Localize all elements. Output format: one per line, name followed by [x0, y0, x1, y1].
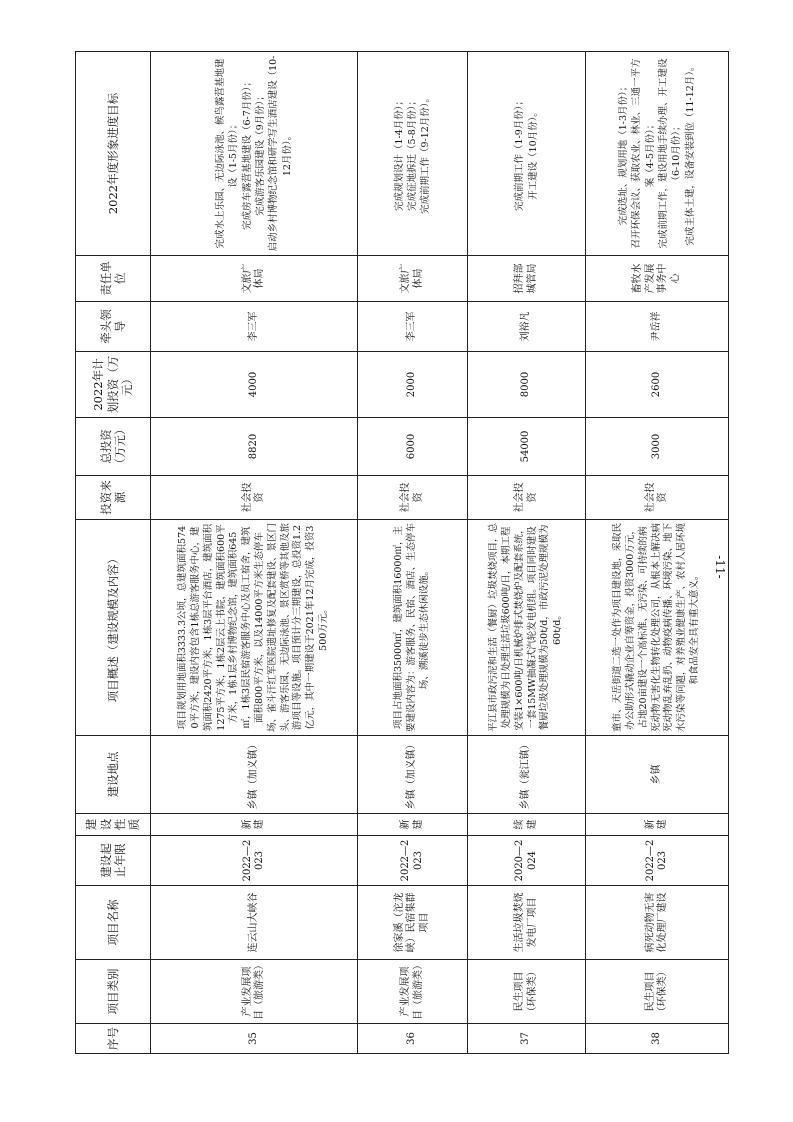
unit-cell: 文旅广体局: [151, 256, 358, 302]
goal-line: 完成游客乐园建设（9月份）；: [255, 91, 266, 216]
location-cell: 乡镇（加义镇）: [151, 736, 358, 814]
goal-line: 完成选址、规划用地（1-3月份）；: [618, 81, 630, 226]
total-cell: 6000: [358, 418, 468, 476]
location-cell: 乡镇（加义镇）: [358, 736, 468, 814]
header-nature: 建设性质: [76, 814, 151, 836]
nature-cell: 新建: [151, 814, 358, 836]
goal-line: 完成前期工作（9-12月份）。: [420, 92, 432, 215]
overview-cell: 项目占地面积35000㎡，建筑面积16000㎡，主要建设内容为：游客服务、民宿、酒店、生态停车场、溯溪徒步生态休闲设施。: [358, 520, 468, 736]
category-cell: 民生项目（环保类）: [468, 960, 586, 1024]
leader-cell: 尹岳祥: [586, 302, 729, 352]
category-cell: 民生项目（环保类）: [586, 960, 729, 1024]
name-cell: 连云山大峡谷: [151, 886, 358, 960]
nature-cell: 新建: [586, 814, 729, 836]
header-total: 总投资（万元）: [76, 418, 151, 476]
plan-cell: 2600: [586, 352, 729, 418]
goal-line: 完成前期工作，建设用地手续办理、开工建设（6-10月份）；: [658, 58, 683, 249]
table-row: [586, 52, 729, 1054]
goal-cell: [586, 52, 729, 256]
goal-line: 完成征地拆迁（5-8月份）；: [406, 95, 418, 212]
unit-cell: 招拜部城管局: [468, 256, 586, 302]
period-cell: 2020—2024: [468, 836, 586, 886]
leader-cell: 李三军: [358, 302, 468, 352]
total-cell: 3000: [586, 418, 729, 476]
nature-cell: 续建: [468, 814, 586, 836]
overview-cell: 平江县市政污泥和生活（餐厨）垃圾焚烧项目，总处理规模为日处理生活垃圾600吨/日，本期工程安装1×600吨/日机械炉排式焚烧炉及配套系统，一套15MW抽凝式汽轮发电机组。项目同时建设餐厨垃圾处理规模为50t/d，市政污泥处理规模为60t/d。: [468, 520, 586, 736]
header-seq: 序号: [76, 1024, 151, 1054]
goal-line: 完成规划设计（1-4月份）；: [393, 95, 405, 212]
page-number: -11-: [713, 555, 727, 579]
name-cell: 徐家溪（沱龙峡）民宿集群项目: [358, 886, 468, 960]
location-cell: 乡镇（瓮江镇）: [468, 736, 586, 814]
leader-cell: 刘裕凡: [468, 302, 586, 352]
seq-cell: 38: [586, 1024, 729, 1054]
seq-cell: 36: [358, 1024, 468, 1054]
table-row: [151, 52, 358, 1054]
seq-cell: 35: [151, 1024, 358, 1054]
header-leader: 牵头领导: [76, 302, 151, 352]
goal-cell: [151, 52, 358, 256]
unit-cell: 文旅广体局: [358, 256, 468, 302]
header-category: 项目类别: [76, 960, 151, 1024]
header-row: [76, 52, 151, 1054]
source-cell: 社会投资: [151, 476, 358, 520]
source-cell: 社会投资: [358, 476, 468, 520]
header-source: 投资来源: [76, 476, 151, 520]
nature-cell: 新建: [358, 814, 468, 836]
goal-line: 召开环保会议、获取农业、林业、三通一平方案（4-5月份）；: [631, 58, 656, 249]
rotated-table-container: [75, 52, 728, 1054]
source-cell: 社会投资: [468, 476, 586, 520]
plan-cell: 2000: [358, 352, 468, 418]
total-cell: 8820: [151, 418, 358, 476]
location-cell: 乡镇: [586, 736, 729, 814]
plan-cell: 8000: [468, 352, 586, 418]
period-cell: 2022—2023: [586, 836, 729, 886]
total-cell: 54000: [468, 418, 586, 476]
table-row: [468, 52, 586, 1054]
goal-line: 开工建设（10月份）。: [527, 107, 539, 200]
overview-cell: 项目规划用地面积3333.3公顷，总建筑面积5740平方米，建设内容包含1栋总游客服务中心，建筑面积2420平方米，1栋3层平台酒店，建筑面积1275平方米，1栋2层云上书院，建筑面积600平方米，1栋1层乡村博物纪念馆，建筑面积645㎡，1栋3层民宿游客服务中心及员工宿舍，建筑面积800平方米，以及14000平方米生态停车场、雀斗汗红军医院遗址修复及配套建设、景区门头、游客乐园、无边际泳池、景区赏桥等其他及旅游项目等设施。项目预计分三期建设，总投资1.2亿元，其中一期建设于2021年12月完成，投资3500万元。: [151, 520, 358, 736]
name-cell: 病死动物无害化处理厂建设: [586, 886, 729, 960]
goal-line: 启动乡村博物纪念馆和研学写生酒店建设（10-12月份）。: [268, 55, 293, 252]
period-cell: 2022—2023: [358, 836, 468, 886]
unit-cell: 畜牧水产发展事务中心: [586, 256, 729, 302]
goal-line: 完成房车露营基地建设（6-7月份）；: [241, 76, 253, 231]
header-location: 建设地点: [76, 736, 151, 814]
name-cell: 生活垃圾焚烧发电厂项目: [468, 886, 586, 960]
header-goal: 2022年度形象进度目标: [76, 52, 151, 256]
goal-line: 完成主体土建，设备安装到位（11-12月）。: [684, 61, 696, 246]
category-cell: 产业发展项目（旅游类）: [358, 960, 468, 1024]
source-cell: 社会投资: [586, 476, 729, 520]
goal-cell: [358, 52, 468, 256]
leader-cell: 李三军: [151, 302, 358, 352]
header-period: 建设起止年限: [76, 836, 151, 886]
category-cell: 产业发展项目（旅游类）: [151, 960, 358, 1024]
project-table: [75, 51, 729, 1054]
header-overview: 项目概述（建设规模及内容）: [76, 520, 151, 736]
seq-cell: 37: [468, 1024, 586, 1054]
goal-line: 完成水上乐园、无边际泳池、候鸟露营基地建设（1-5月份）；: [215, 58, 240, 249]
header-plan: 2022年计划投资（万元）: [76, 352, 151, 418]
table-row: [358, 52, 468, 1054]
plan-cell: 4000: [151, 352, 358, 418]
header-name: 项目名称: [76, 886, 151, 960]
period-cell: 2022—2023: [151, 836, 358, 886]
goal-cell: [468, 52, 586, 256]
header-unit: 责任单位: [76, 256, 151, 302]
goal-line: 完成前期工作（1-9月份）；: [514, 95, 526, 212]
overview-cell: 童市、天岳街道二选一处作为项目建设地，采取民办公助形式撬动企业自筹资金，投资3000万元，占地20亩建设一个高标准、无污染、可持续的病死动物无害化生物转化处理公司，从根本上解决病死动物乱弃乱扔、动物疫病传播、环境污染、地下水污染等问题，对养殖业健康生产、农村人居环境和食品安全具有重大意义。: [586, 520, 729, 736]
